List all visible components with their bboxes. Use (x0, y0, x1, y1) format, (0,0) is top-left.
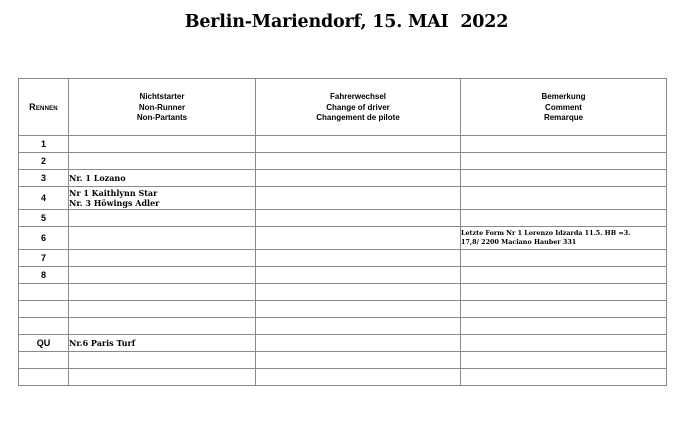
header-line-en: Comment (545, 102, 582, 112)
race-number (19, 318, 69, 335)
comment-cell (461, 153, 667, 170)
nonrunner-cell (69, 227, 256, 250)
race-number: 3 (19, 170, 69, 187)
column-header-nichtstarter (69, 79, 256, 136)
comment-line: Letzte Form Nr 1 Lorenzo Idzarda 11.5. HB =3. (461, 229, 631, 237)
race-number: 7 (19, 250, 69, 267)
driver-change-cell (256, 267, 461, 284)
driver-change-cell (256, 284, 461, 301)
table-row (19, 136, 667, 153)
comment-cell (461, 250, 667, 267)
comment-cell (461, 267, 667, 284)
header-line-fr: Changement de pilote (316, 113, 400, 122)
driver-change-cell (256, 335, 461, 352)
column-header-rennen (19, 79, 69, 136)
nonrunner-cell (69, 284, 256, 301)
race-number (19, 301, 69, 318)
race-number (19, 284, 69, 301)
table-row (19, 335, 667, 352)
driver-change-cell (256, 227, 461, 250)
comment-cell (461, 170, 667, 187)
driver-change-cell (256, 210, 461, 227)
nonrunner-cell (69, 318, 256, 335)
comment-cell (461, 335, 667, 352)
table-row (19, 267, 667, 284)
header-line-de: Nichtstarter (139, 92, 185, 101)
table-row (19, 318, 667, 335)
driver-change-cell (256, 170, 461, 187)
race-number: QU (19, 335, 69, 352)
driver-change-cell (256, 136, 461, 153)
scratchings-table (18, 78, 667, 386)
race-number (19, 352, 69, 369)
driver-change-cell (256, 187, 461, 210)
nonrunner-cell (69, 335, 256, 352)
table-row (19, 250, 667, 267)
page-title: Berlin-Mariendorf, 15. MAI 2022 (184, 12, 509, 32)
comment-cell (461, 369, 667, 386)
comment-cell (461, 187, 667, 210)
comment-cell (461, 227, 667, 250)
nonrunner-cell (69, 170, 256, 187)
race-number: 5 (19, 210, 69, 227)
nonrunner-cell (69, 301, 256, 318)
header-line-de: Fahrerwechsel (329, 92, 387, 101)
header-line-en: Non-Runner (138, 102, 186, 112)
table-header-row (19, 79, 667, 136)
nonrunner-cell (69, 267, 256, 284)
column-header-bemerkung (461, 79, 667, 136)
nonrunner-entry: Nr. 1 Lozano (69, 173, 126, 183)
comment-cell (461, 284, 667, 301)
driver-change-cell (256, 153, 461, 170)
comment-line: 17,8/ 2200 Maciano Hauber 331 (461, 238, 577, 246)
table-row (19, 153, 667, 170)
race-number: 8 (19, 267, 69, 284)
table-row (19, 352, 667, 369)
nonrunner-cell (69, 352, 256, 369)
race-number: 1 (19, 136, 69, 153)
comment-cell (461, 301, 667, 318)
race-number (19, 369, 69, 386)
nonrunner-cell (69, 210, 256, 227)
comment-cell (461, 318, 667, 335)
driver-change-cell (256, 250, 461, 267)
race-number: 6 (19, 227, 69, 250)
driver-change-cell (256, 318, 461, 335)
table-row (19, 369, 667, 386)
column-header-fahrerwechsel (256, 79, 461, 136)
comment-cell (461, 352, 667, 369)
nonrunner-entry: Nr.6 Paris Turf (69, 338, 136, 348)
table-row (19, 284, 667, 301)
table-row (19, 170, 667, 187)
nonrunner-cell (69, 187, 256, 210)
driver-change-cell (256, 352, 461, 369)
comment-cell (461, 136, 667, 153)
nonrunner-cell (69, 153, 256, 170)
comment-cell (461, 210, 667, 227)
nonrunner-cell (69, 250, 256, 267)
header-line-fr: Remarque (543, 113, 584, 122)
table-row (19, 301, 667, 318)
nonrunner-cell (69, 136, 256, 153)
driver-change-cell (256, 301, 461, 318)
rennen-label: Rennen (29, 101, 58, 112)
header-line-en: Change of driver (326, 102, 390, 112)
nonrunner-entry: Nr 1 Kaithlynn Star (69, 188, 158, 198)
table-row (19, 210, 667, 227)
race-number: 4 (19, 187, 69, 210)
race-number: 2 (19, 153, 69, 170)
table-row (19, 227, 667, 250)
nonrunner-cell (69, 369, 256, 386)
driver-change-cell (256, 369, 461, 386)
header-line-fr: Non-Partants (136, 113, 188, 122)
header-line-de: Bemerkung (541, 92, 586, 101)
table-row (19, 187, 667, 210)
nonrunner-entry: Nr. 3 Höwings Adler (69, 198, 160, 208)
